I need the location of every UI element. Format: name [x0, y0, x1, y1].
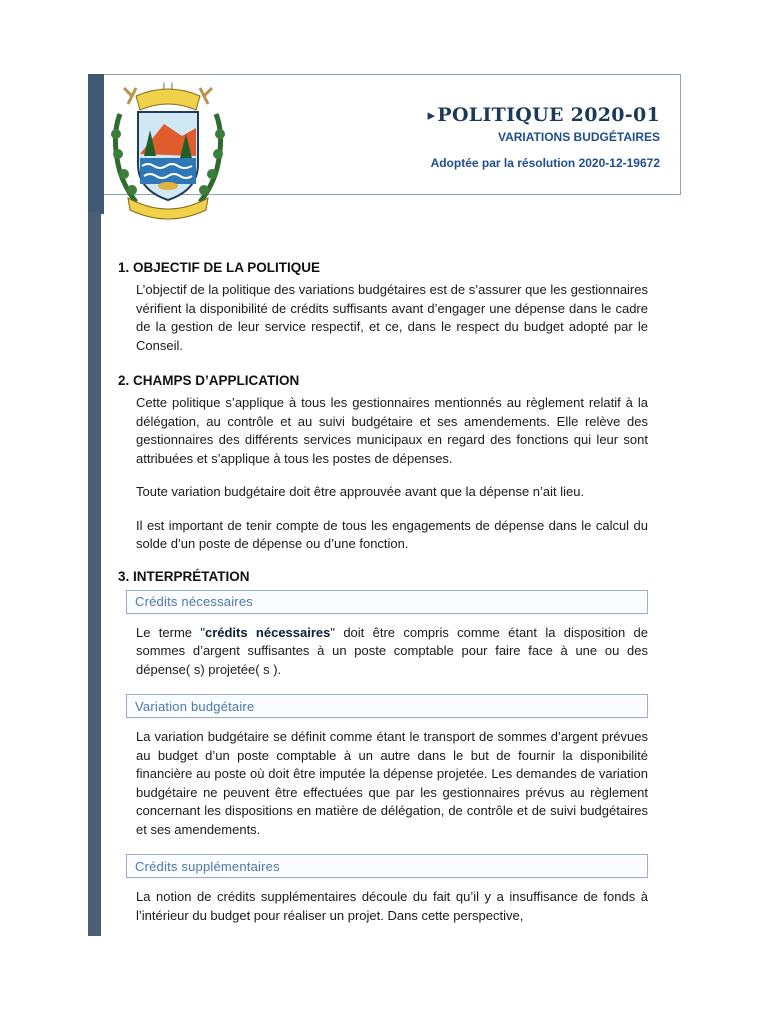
- paragraph-variation-budgetaire: La variation budgétaire se définit comme étant le transport de sommes d’argent prévues au budget d’un poste comptable à un autre dans le but de fournir la disponibilité financière au poste où doit être imputée la dépense projetée. Les demandes de variation budgétaire ne peuvent être effectuées que par les gestionnaires prévus au règlement concernant les dispositions en matière de délégation, de contrôle et de suivi budgétaires et ses amendements.: [136, 729, 648, 837]
- left-accent-bar-top: [88, 74, 104, 214]
- policy-title-text: POLITIQUE 2020-01: [437, 104, 660, 126]
- text-fragment: " doit être compris comme étant la disposition de sommes d’argent suffisantes à un poste comptable pour faire face à une ou des dépense( s) projetée( s ).: [136, 624, 649, 677]
- policy-subtitle: VARIATIONS BUDGÉTAIRES: [497, 130, 660, 144]
- policy-title: [428, 104, 660, 126]
- paragraph-credits-supplementaires: La notion de crédits supplémentaires découle du fait qu’il y a insuffisance de fonds à l’intérieur du budget pour réaliser un projet. Dans cette perspective,: [136, 889, 648, 923]
- paragraph-objectif: L’objectif de la politique des variations budgétaires est de s’assurer que les gestionnaires vérifient la disponibilité de crédits suffisants avant d’engager une dépense dans le cadre de la gestion de leur service respectif, et ce, dans le respect du budget adopté par le Conseil.: [136, 282, 648, 353]
- triangle-bullet-icon: ▸: [427, 106, 436, 124]
- policy-body: [118, 260, 648, 940]
- adoption-resolution: Adoptée par la résolution 2020-12-19672: [430, 156, 660, 170]
- subheading-box-variation: [126, 694, 648, 718]
- subheading-credits-supplementaires: Crédits supplémentaires: [135, 858, 280, 874]
- defined-term: crédits nécessaires: [204, 624, 331, 640]
- section-heading-interpretation: 3. INTERPRÉTATION: [118, 568, 250, 584]
- duhamel-crest-logo: [106, 74, 230, 220]
- text-fragment: Le terme ": [136, 624, 205, 640]
- subheading-variation-budgetaire: Variation budgétaire: [135, 698, 255, 714]
- paragraph-credits-necessaires: [136, 624, 648, 680]
- paragraph-champs-1: Cette politique s’applique à tous les gestionnaires mentionnés au règlement relatif à la délégation, au contrôle et au suivi budgétaire et ses amendements. Elle relève des gestionnaires des différents services municipaux en regard des fonctions qui leur sont attribuées et s’applique à tous les postes de dépenses.: [136, 395, 648, 466]
- section-heading-objectif: 1. OBJECTIF DE LA POLITIQUE: [118, 260, 321, 275]
- paragraph-champs-2: Toute variation budgétaire doit être approuvée avant que la dépense n’ait lieu.: [136, 484, 585, 499]
- left-accent-bar: [88, 212, 101, 936]
- subheading-credits-necessaires: Crédits nécessaires: [135, 594, 253, 609]
- section-heading-champs: 2. CHAMPS D’APPLICATION: [118, 373, 300, 388]
- subheading-box-credits-supplementaires: [126, 854, 648, 878]
- paragraph-champs-3: Il est important de tenir compte de tous les engagements de dépense dans le calcul du solde d’un poste de dépense ou d’une fonction.: [136, 517, 648, 551]
- subheading-box-credits-necessaires: [126, 590, 648, 614]
